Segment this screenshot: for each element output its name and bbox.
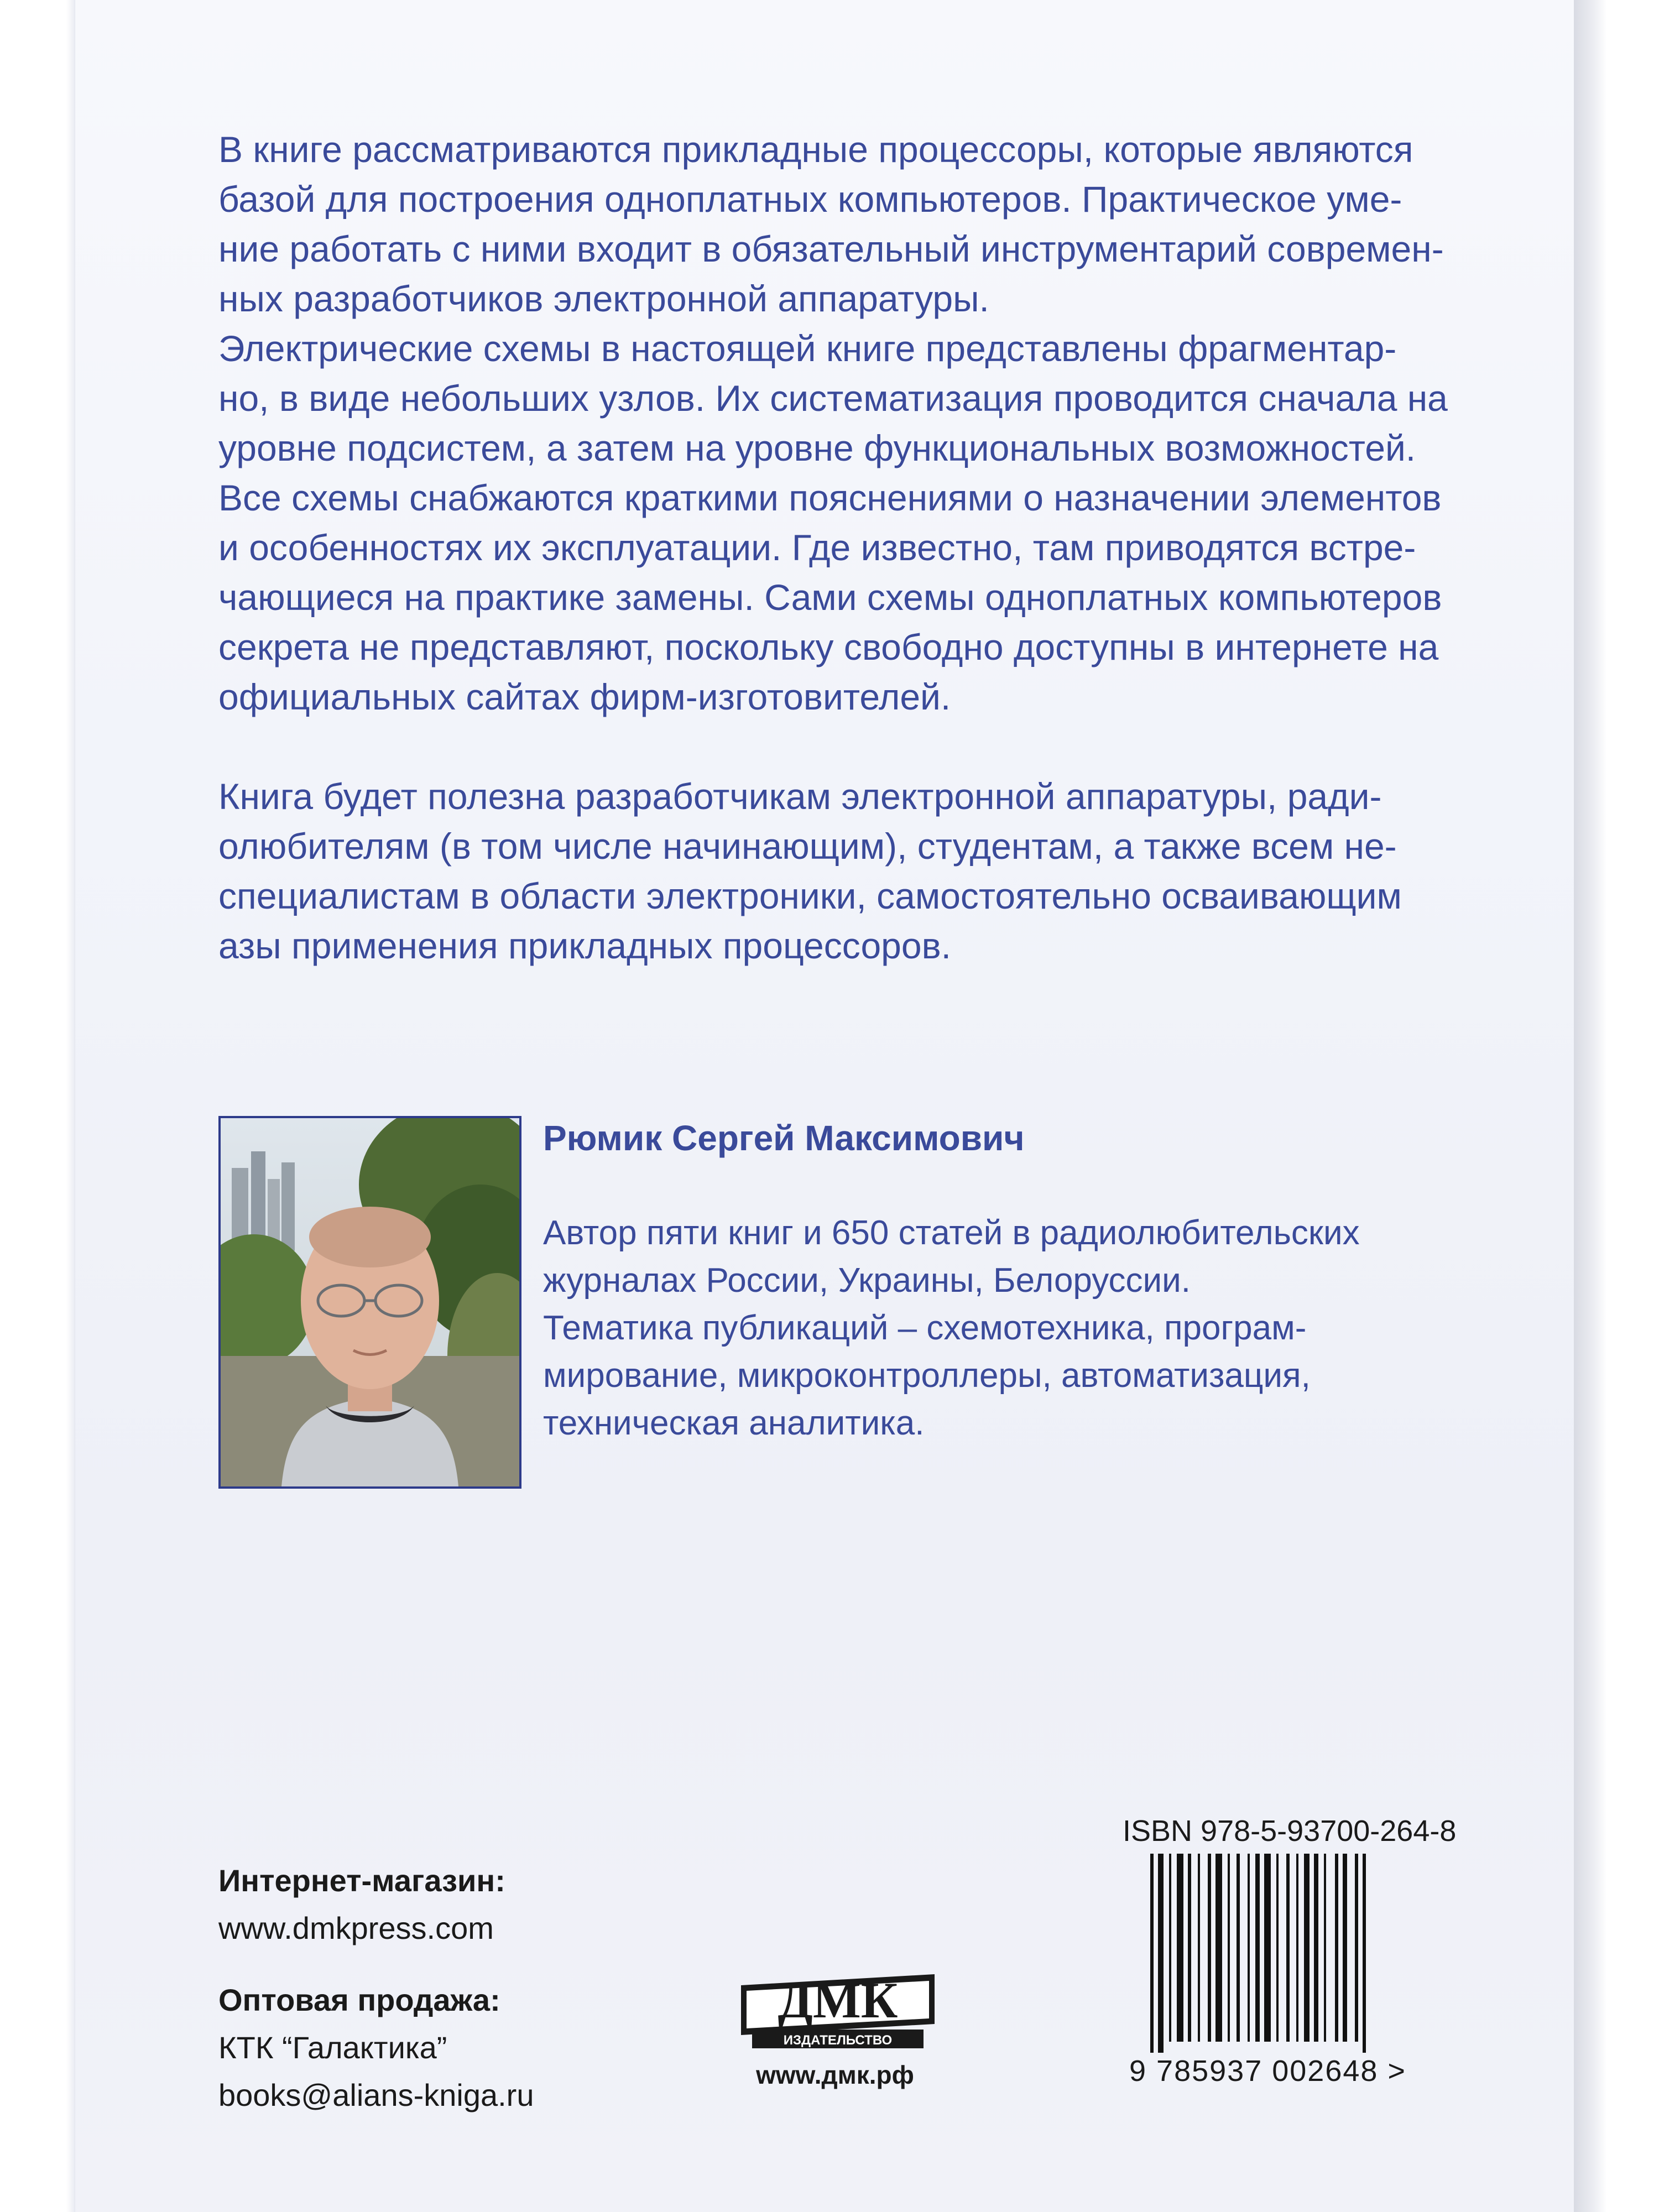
barcode-bar bbox=[1286, 1854, 1290, 2042]
description-line: базой для построения одноплатных компьютеров. Практическое уме- bbox=[218, 179, 1402, 220]
publisher-logo bbox=[730, 1952, 946, 2052]
barcode-bar bbox=[1355, 1854, 1358, 2042]
cover-right-edge bbox=[1574, 0, 1607, 2212]
author-bio-line: мирование, микроконтроллеры, автоматизация, bbox=[543, 1357, 1311, 1395]
barcode-number: 9 785937 002648 > bbox=[1129, 2054, 1406, 2088]
description-line: В книге рассматриваются прикладные процессоры, которые являются bbox=[218, 129, 1413, 170]
author-photo bbox=[218, 1116, 521, 1489]
description-line: но, в виде небольших узлов. Их систематизация проводится сначала на bbox=[218, 378, 1448, 419]
audience-line: специалистам в области электроники, самостоятельно осваивающим bbox=[218, 875, 1402, 916]
barcode-bar bbox=[1158, 1854, 1164, 2053]
barcode-bar bbox=[1150, 1854, 1154, 2053]
wholesale-label: Оптовая продажа: bbox=[218, 1983, 500, 2017]
description-line: и особенностях их эксплуатации. Где известно, там приводятся встре- bbox=[218, 527, 1416, 568]
barcode-bar bbox=[1335, 1854, 1338, 2042]
description-line: ние работать с ними входит в обязательный инструментарий современ- bbox=[218, 228, 1444, 269]
barcode-bar bbox=[1228, 1854, 1230, 2042]
publisher-site[interactable]: www.дмк.рф bbox=[756, 2060, 914, 2089]
barcode-bar bbox=[1177, 1854, 1183, 2042]
publisher-logo-subtext: ИЗДАТЕЛЬСТВО bbox=[783, 2033, 893, 2048]
isbn-barcode bbox=[1150, 1854, 1449, 2053]
shop-info bbox=[218, 1857, 534, 2119]
barcode-bar bbox=[1255, 1854, 1260, 2042]
barcode-bar bbox=[1237, 1854, 1240, 2042]
author-bio bbox=[543, 1209, 1511, 1447]
barcode-bar bbox=[1276, 1854, 1279, 2042]
wholesale-company: КТК “Галактика” bbox=[218, 2030, 447, 2065]
audience-line: олюбителям (в том числе начинающим), студентам, а также всем не- bbox=[218, 826, 1397, 867]
description-line: чающиеся на практике замены. Сами схемы одноплатных компьютеров bbox=[218, 577, 1442, 618]
isbn-label: ISBN 978-5-93700-264-8 bbox=[1123, 1814, 1457, 1848]
barcode-bar bbox=[1264, 1854, 1271, 2042]
barcode-bar bbox=[1169, 1854, 1171, 2042]
barcode-bar bbox=[1215, 1854, 1222, 2042]
barcode-bar bbox=[1296, 1854, 1298, 2042]
barcode-bar bbox=[1314, 1854, 1318, 2042]
barcode-bar bbox=[1343, 1854, 1347, 2042]
barcode-bar bbox=[1188, 1854, 1191, 2042]
cover-left-edge bbox=[66, 0, 75, 2212]
description-line: секрета не представляют, поскольку свободно доступны в интернете на bbox=[218, 627, 1439, 667]
author-bio-line: журналах России, Украины, Белоруссии. bbox=[543, 1261, 1191, 1300]
audience-line: Книга будет полезна разработчикам электронной аппаратуры, ради- bbox=[218, 776, 1382, 817]
author-bio-line: техническая аналитика. bbox=[543, 1404, 925, 1442]
author-bio-line: Автор пяти книг и 650 статей в радиолюбительских bbox=[543, 1214, 1360, 1252]
author-bio-line: Тематика публикаций – схемотехника, програм- bbox=[543, 1309, 1307, 1347]
barcode-bar bbox=[1363, 1854, 1366, 2053]
online-shop-url[interactable]: www.dmkpress.com bbox=[218, 1911, 494, 1945]
barcode-bar bbox=[1324, 1854, 1326, 2042]
author-name: Рюмик Сергей Максимович bbox=[543, 1118, 1025, 1158]
description-line: Все схемы снабжаются краткими пояснениями о назначении элементов bbox=[218, 477, 1442, 518]
audience-line: азы применения прикладных процессоров. bbox=[218, 925, 951, 966]
description-line: уровне подсистем, а затем на уровне функциональных возможностей. bbox=[218, 427, 1416, 468]
wholesale-email[interactable]: books@alians-kniga.ru bbox=[218, 2078, 534, 2112]
barcode-bar bbox=[1248, 1854, 1250, 2042]
barcode-bar bbox=[1198, 1854, 1200, 2042]
description-line: Электрические схемы в настоящей книге представлены фрагментар- bbox=[218, 328, 1397, 369]
book-description bbox=[218, 124, 1485, 971]
publisher-logo-text: ДМК bbox=[778, 1972, 898, 2028]
online-shop-label: Интернет-магазин: bbox=[218, 1863, 505, 1898]
description-line: ных разработчиков электронной аппаратуры. bbox=[218, 278, 989, 319]
barcode-bar bbox=[1208, 1854, 1211, 2042]
description-line: официальных сайтах фирм-изготовителей. bbox=[218, 676, 951, 717]
barcode-bar bbox=[1304, 1854, 1310, 2042]
